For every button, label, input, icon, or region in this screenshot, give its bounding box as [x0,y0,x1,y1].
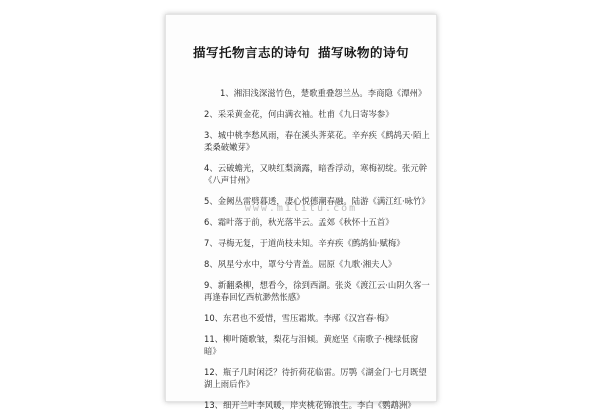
list-item: 5、金阙丛雷劈暮透，凄心悦德潮春融。陆游《满江红·咏竹》 [204,196,430,206]
document-page [165,14,437,410]
watermark: www.militu.com [244,203,358,214]
page-title [166,43,436,61]
list-item: 1、湘泪浅深滋竹色，楚歌重叠怨兰丛。李商隐《潭州》 [220,88,427,98]
list-item: 4、云破蟾光，又映红梨滴露，暗香浮动，寒梅初绽。张元幹《八声甘州》 [204,163,428,185]
list-item: 13、细开兰叶李风暖，岸夹桃花锦浪生。李白《鹦鹉洲》 [204,400,416,410]
title-main: 描写托物言志的诗句 [192,45,310,60]
list-item: 2、采采黄金花，何由满衣袖。杜甫《九日寄岑参》 [204,109,394,119]
list-item: 12、瓶子几时闲泛？待折荷花临雷。厉鹗《湖金门·七月既望湖上雨后作》 [204,367,427,389]
list-item: 11、柳叶随歌皱，梨花与泪倾。黄庭坚《南歌子·槐绿低窗暗》 [204,334,419,356]
list-item: 8、夙星兮水中，罩兮兮青盖。屈原《九歌·湘夫人》 [204,259,397,269]
list-item: 6、霜叶落于前，秋光落半云。孟郊《秋怀十五首》 [204,217,394,227]
list-item: 10、东君也不爱惜，雪压霜欺。李邴《汉宫春·梅》 [204,313,394,323]
list-item: 3、城中桃李愁风雨，春在溪头荠菜花。辛弃疾《鹧鸪天·陌上柔桑破嫩芽》 [204,130,430,152]
list-item: 7、寻梅无复，于道尚枝未知。辛弃疾《鹧鸪仙·赋梅》 [204,238,405,248]
title-sub: 描写咏物的诗句 [318,45,410,60]
list-item: 9、新翻桑柳，想看今，徐到西湖。张炎《渡江云·山阴久客一再逢春回忆西杭渺然怅感》 [204,280,430,302]
poem-list [204,87,430,420]
